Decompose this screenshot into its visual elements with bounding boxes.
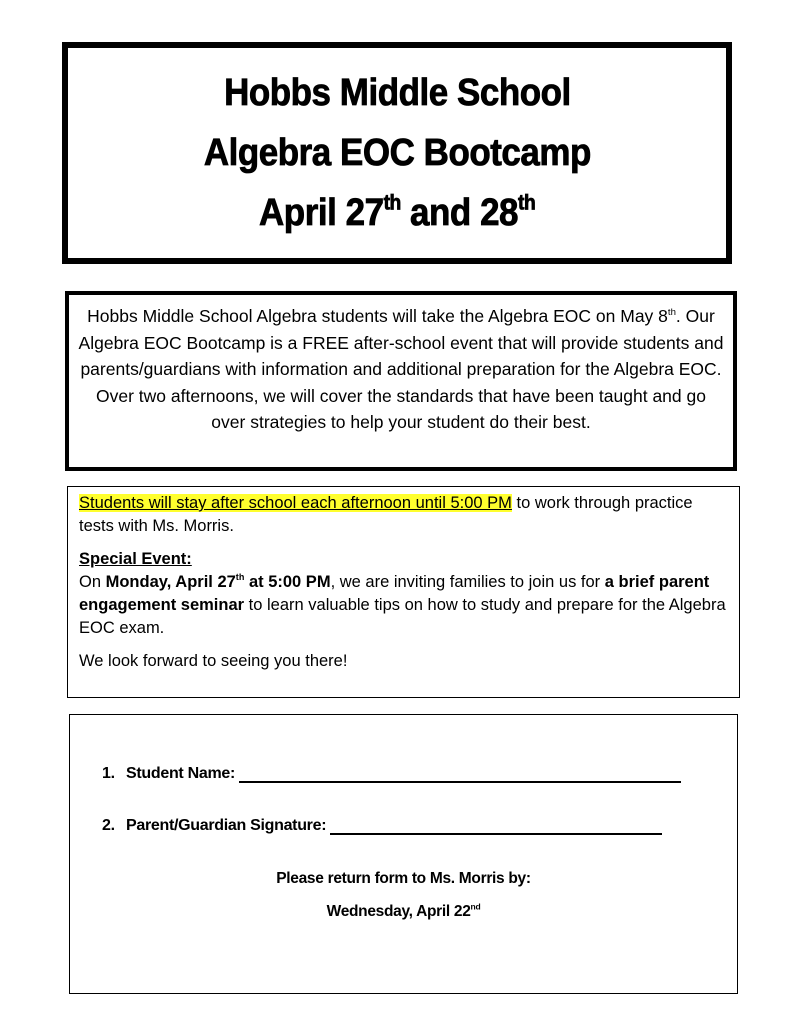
- event-title: Algebra EOC Bootcamp: [203, 132, 591, 174]
- return-date: Wednesday, April 22: [326, 903, 471, 920]
- title-box: [62, 42, 732, 264]
- details-box: [67, 486, 740, 698]
- return-form: [69, 714, 738, 994]
- field-number: 1.: [102, 765, 115, 782]
- event-time: at 5:00 PM: [244, 573, 331, 591]
- highlighted-schedule: Students will stay after school each afternoon until 5:00 PM: [79, 494, 512, 512]
- student-name-row: [102, 765, 681, 783]
- event-date-suffix: th: [235, 572, 245, 583]
- special-event-paragraph: [79, 548, 728, 640]
- event-end: to learn valuable tips on how to study and prepare for the Algebra EOC exam.: [79, 596, 726, 637]
- school-name: Hobbs Middle School: [223, 72, 571, 114]
- date-suffix-1: th: [383, 191, 401, 215]
- return-instruction: Please return form to Ms. Morris by:: [276, 870, 531, 887]
- intro-text-1: Hobbs Middle School Algebra students will take the Algebra EOC on May 8: [87, 306, 668, 326]
- intro-text-2: . Our Algebra EOC Bootcamp is a FREE after-school event that will provide students and parents/guardians with information and additional preparation for the Algebra EOC. Over two afternoons, we will cover the standards that have been taught and go over strategies to help your student do their best.: [78, 306, 724, 432]
- schedule-text: to work through practice tests with Ms. Morris.: [79, 494, 693, 535]
- closing-line: We look forward to seeing you there!: [79, 652, 348, 670]
- intro-paragraph: [77, 303, 725, 436]
- event-on: On: [79, 573, 106, 591]
- date-part-1: April 27: [258, 192, 384, 234]
- intro-box: [65, 291, 737, 471]
- event-dates: [259, 183, 535, 243]
- student-name-label: Student Name:: [126, 765, 235, 782]
- event-seminar: a brief parent engagement seminar: [79, 573, 710, 614]
- return-deadline: [70, 903, 737, 921]
- date-part-2: and 28: [400, 192, 518, 234]
- event-date: Monday, April 27: [105, 573, 236, 591]
- event-mid: , we are inviting families to join us for: [330, 573, 605, 591]
- date-suffix-2: th: [517, 191, 536, 215]
- special-event-heading: Special Event:: [79, 550, 192, 568]
- intro-suffix: th: [667, 306, 676, 318]
- signature-label: Parent/Guardian Signature:: [126, 817, 327, 834]
- student-name-field[interactable]: [239, 765, 681, 783]
- signature-row: [102, 817, 662, 835]
- after-school-paragraph: [79, 492, 728, 538]
- signature-field[interactable]: [330, 817, 662, 835]
- field-number: 2.: [102, 817, 115, 834]
- return-date-suffix: nd: [470, 901, 481, 912]
